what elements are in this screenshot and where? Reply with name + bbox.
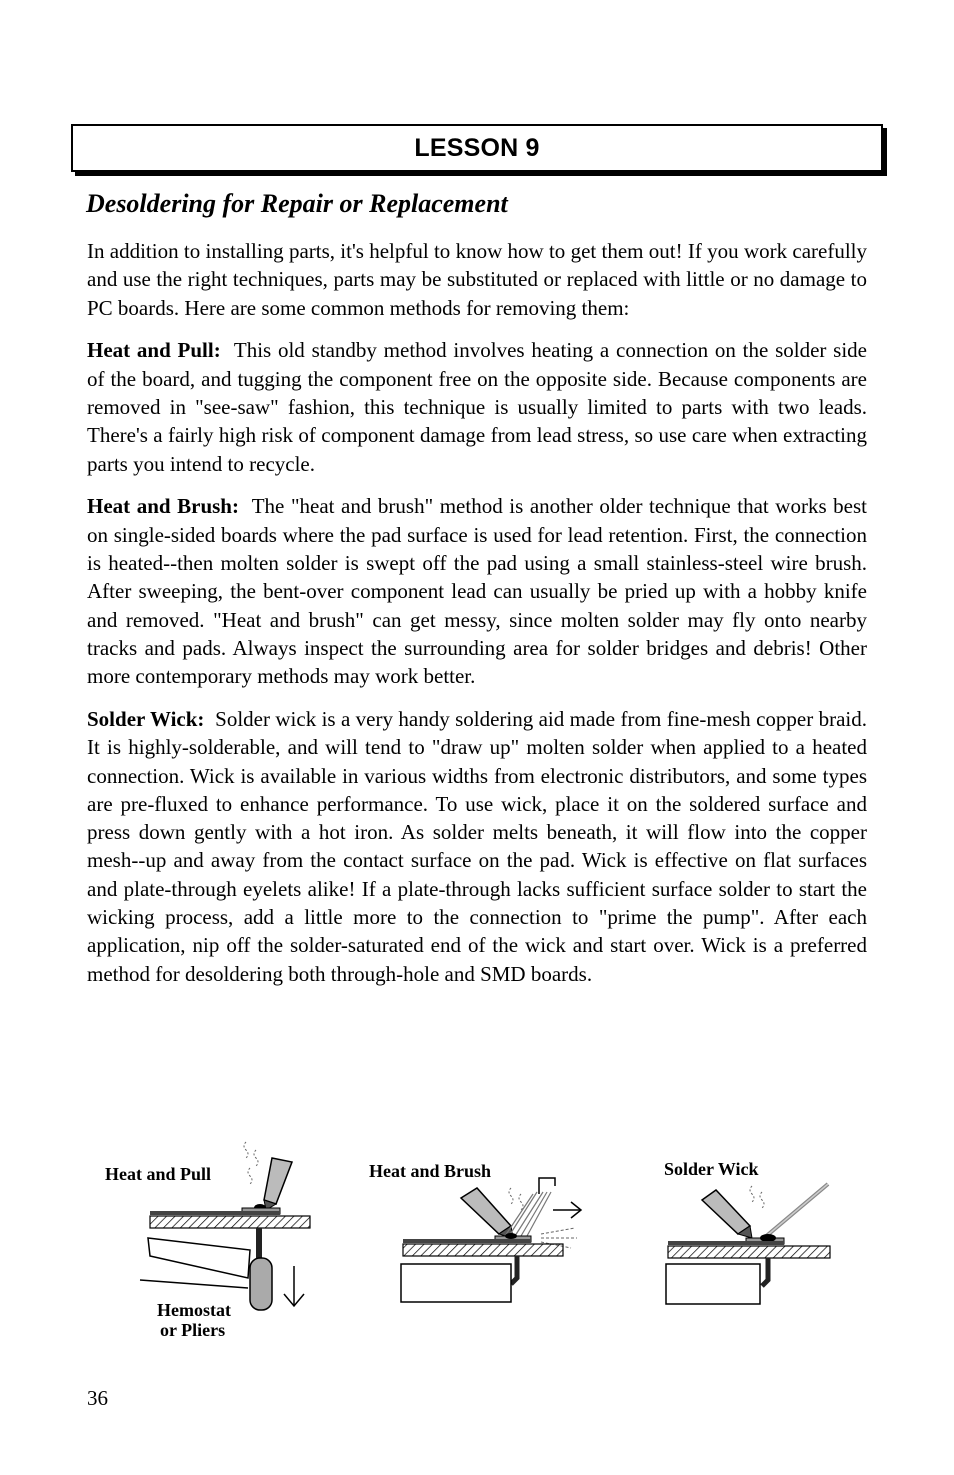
solder-wick-illustration — [660, 1150, 840, 1310]
figure-label-heat-pull: Heat and Pull — [105, 1164, 212, 1184]
figure-solder-wick — [660, 1150, 840, 1310]
page-number: 36 — [87, 1386, 108, 1410]
figure-label-heat-brush: Heat and Brush — [369, 1161, 492, 1181]
method-term: Heat and Pull: — [87, 338, 221, 363]
method-paragraph-heat-brush — [87, 492, 867, 690]
method-text: This old standby method involves heating a connection on the solder side of the board, and tugging the component free on the opposite side. Because components are removed in "see-saw" fashion, this technique is usually limited to parts with two leads. There's a fairly high risk of component damage from lead stress, so use care when extracting parts you intend to recycle. — [87, 338, 868, 476]
figure-tool-label-line1: Hemostat — [157, 1300, 231, 1320]
body-text — [87, 237, 867, 1002]
method-paragraph-heat-pull — [87, 336, 867, 477]
figure-label-solder-wick: Solder Wick — [664, 1159, 759, 1179]
method-term: Heat and Brush: — [87, 494, 239, 519]
figure-heat-and-pull — [100, 1138, 330, 1348]
lesson-header-box — [71, 124, 883, 172]
section-title: Desoldering for Repair or Replacement — [86, 189, 508, 218]
method-term: Solder Wick: — [87, 706, 205, 731]
figure-tool-label-line2: or Pliers — [160, 1320, 226, 1340]
method-text: Solder wick is a very handy soldering aid made from fine-mesh copper braid. It is highly-solderable, and will tend to "draw up" molten solder when applied to a heated connection. Wick is available in various widths from electronic distributors, and some types are pre-fluxed to enhance performance. To use wick, place it on the soldered surface and press down gently with a hot iron. As solder melts beneath, it will flow into the copper mesh--up and away from the contact surface on the pad. Wick is effective on flat surfaces and plate-through eyelets alike! If a plate-through lacks sufficient surface solder to start the wicking process, add a little more to the connection to "prime the pump". After each application, nip off the solder-saturated end of the wick and start over. Wick is a preferred method for desoldering both through-hole and SMD boards. — [87, 706, 867, 986]
lesson-title: LESSON 9 — [414, 133, 540, 162]
method-paragraph-solder-wick — [87, 705, 867, 988]
method-text: The "heat and brush" method is another older technique that works best on single-sided boards where the pad surface is used for lead retention. First, the connection is heated--then molten solder is swept off the pad using a small stainless-steel wire brush. After sweeping, the bent-over component lead can usually be pried up with a hobby knife and removed. "Heat and brush" can get messy, since molten solder may fly onto nearby tracks and pads. Always inspect the surrounding area for solder bridges and debris! Other more contemporary methods may work better. — [87, 494, 868, 689]
heat-brush-illustration — [365, 1150, 605, 1310]
figure-heat-and-brush — [365, 1150, 605, 1310]
intro-paragraph: In addition to installing parts, it's helpful to know how to get them out! If you work carefully and use the right techniques, parts may be substituted or replaced with little or no damage to PC boards. Here are some common methods for removing them: — [87, 239, 867, 320]
